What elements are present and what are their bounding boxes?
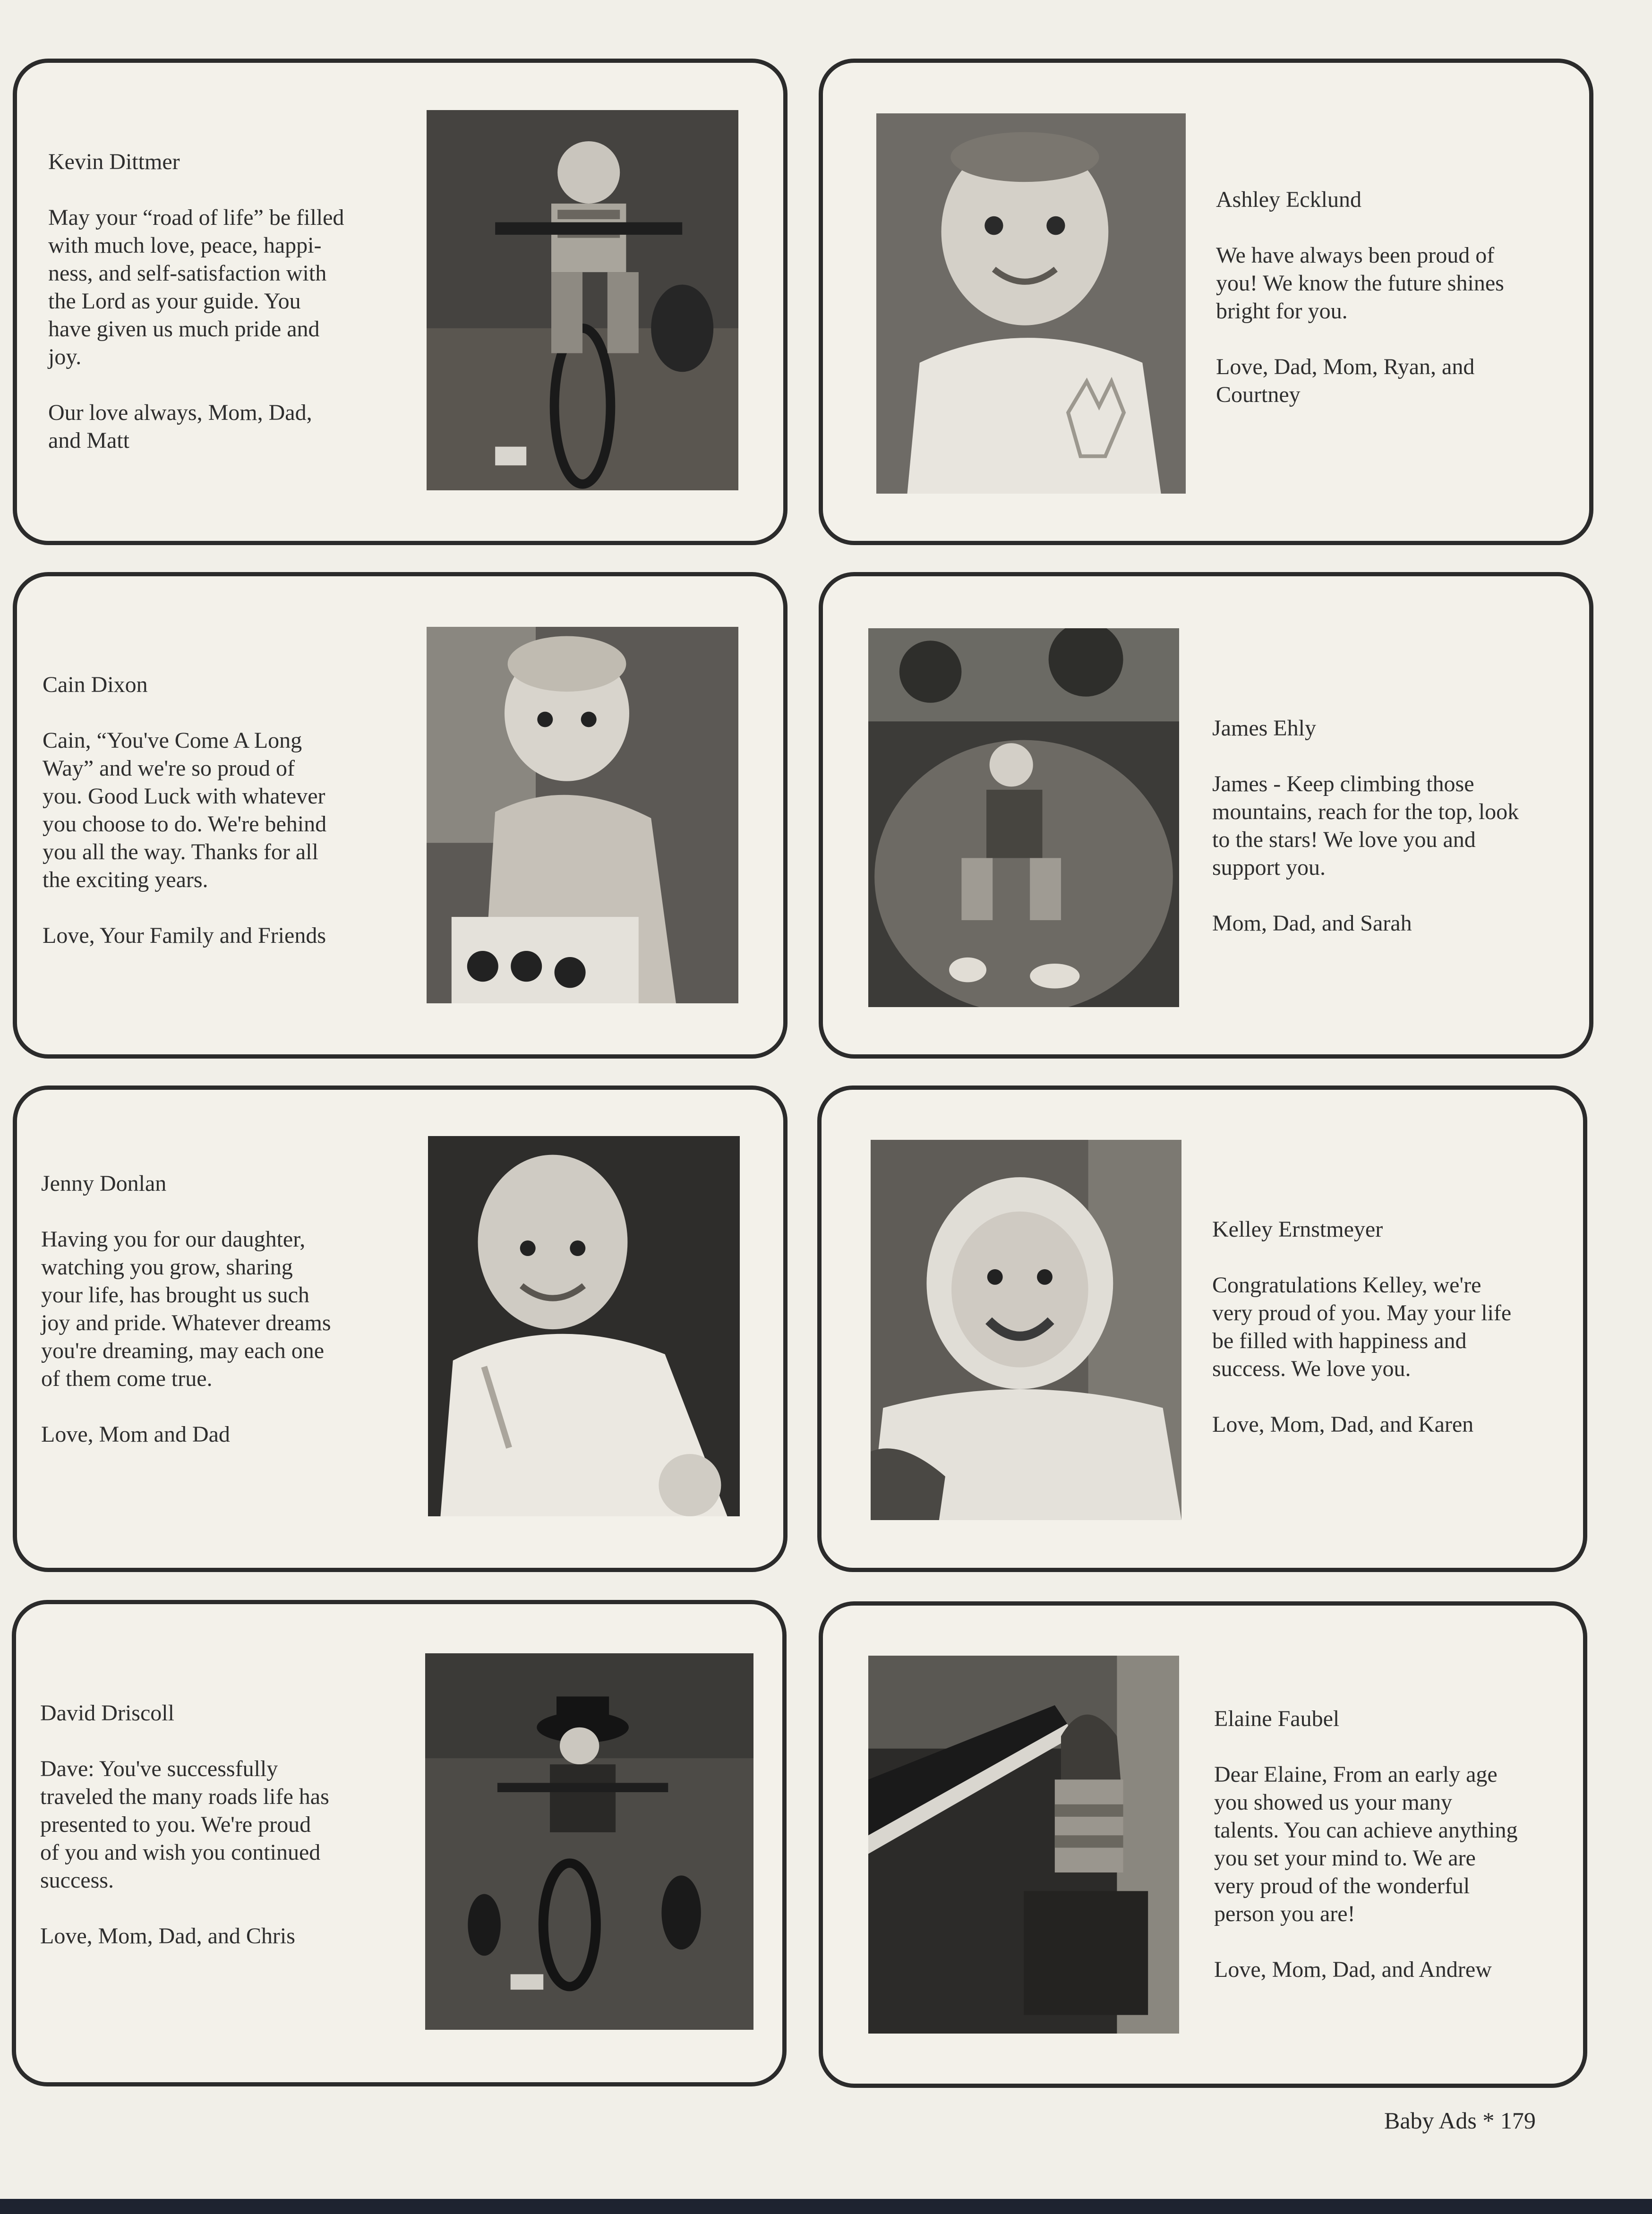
ad-text-ashley-ecklund <box>1216 186 1575 409</box>
ad-message: Cain, “You've Come A Long Way” and we're so proud of you. Good Luck with whatever you choose to do. We're behind you all the way. Thanks for all the exciting years. <box>43 728 327 892</box>
ad-signature: Love, Mom, Dad, and Karen <box>1212 1412 1474 1437</box>
ad-name: David Driscoll <box>40 1701 174 1726</box>
ad-text-david-driscoll <box>40 1699 409 1950</box>
ad-message: Having you for our daughter, watching you grow, sharing your life, has brought us such joy and pride. Whatever dreams you're dreaming, may each one of them come true. <box>41 1227 331 1391</box>
ad-name: Cain Dixon <box>43 672 148 697</box>
child-on-rock-photo <box>868 628 1179 1007</box>
ad-message: James - Keep climbing those mountains, reach for the top, look to the stars! We love you and support you. <box>1212 771 1519 880</box>
ad-message: Dear Elaine, From an early age you showed us your many talents. You can achieve anything you set your mind to. We are very proud of the wonderful person you are! <box>1214 1762 1518 1926</box>
ad-name: Kelley Ernstmeyer <box>1212 1217 1383 1242</box>
ad-text-kelley-ernstmeyer <box>1212 1215 1585 1438</box>
page-footer: Baby Ads * 179 <box>1384 2107 1536 2134</box>
smiling-toddler-photo <box>871 1140 1181 1520</box>
ad-signature: Love, Mom, Dad, and Chris <box>40 1923 295 1949</box>
ad-signature: Our love always, Mom, Dad, and Matt <box>48 400 312 453</box>
child-in-hat-on-tricycle-photo <box>425 1653 753 2030</box>
baby-portrait-photo <box>428 1136 740 1516</box>
ad-text-jenny-donlan <box>41 1170 414 1448</box>
ad-name: Kevin Dittmer <box>48 149 180 174</box>
ad-message: Dave: You've successfully traveled the many roads life has presented to you. We're proud of you and wish you continued success. <box>40 1756 329 1893</box>
ad-signature: Mom, Dad, and Sarah <box>1212 911 1412 936</box>
ad-name: James Ehly <box>1212 716 1316 741</box>
ad-message: May your “road of life” be filled with much love, peace, happi- ness, and self-satisfaction with the Lord as your guide. You have given us much pride and joy. <box>48 205 344 369</box>
ad-name: Elaine Faubel <box>1214 1706 1340 1731</box>
ad-text-cain-dixon <box>43 671 411 949</box>
child-on-tricycle-photo <box>427 110 738 490</box>
child-at-piano-photo <box>868 1656 1179 2034</box>
ad-signature: Love, Your Family and Friends <box>43 923 326 948</box>
baby-portrait-photo <box>876 113 1186 494</box>
ad-name: Ashley Ecklund <box>1216 187 1361 212</box>
ad-signature: Love, Mom, Dad, and Andrew <box>1214 1957 1492 1982</box>
scan-edge <box>0 2199 1652 2214</box>
ad-text-james-ehly <box>1212 714 1590 937</box>
toddler-portrait-photo <box>427 627 738 1003</box>
ad-name: Jenny Donlan <box>41 1171 167 1196</box>
ad-message: We have always been proud of you! We know the future shines bright for you. <box>1216 243 1504 324</box>
ad-text-kevin-dittmer <box>48 148 407 454</box>
ad-message: Congratulations Kelley, we're very proud of you. May your life be filled with happiness and success. We love you. <box>1212 1273 1512 1381</box>
ad-signature: Love, Mom and Dad <box>41 1422 230 1447</box>
ad-text-elaine-faubel <box>1214 1705 1592 1983</box>
ad-signature: Love, Dad, Mom, Ryan, and Courtney <box>1216 354 1475 407</box>
